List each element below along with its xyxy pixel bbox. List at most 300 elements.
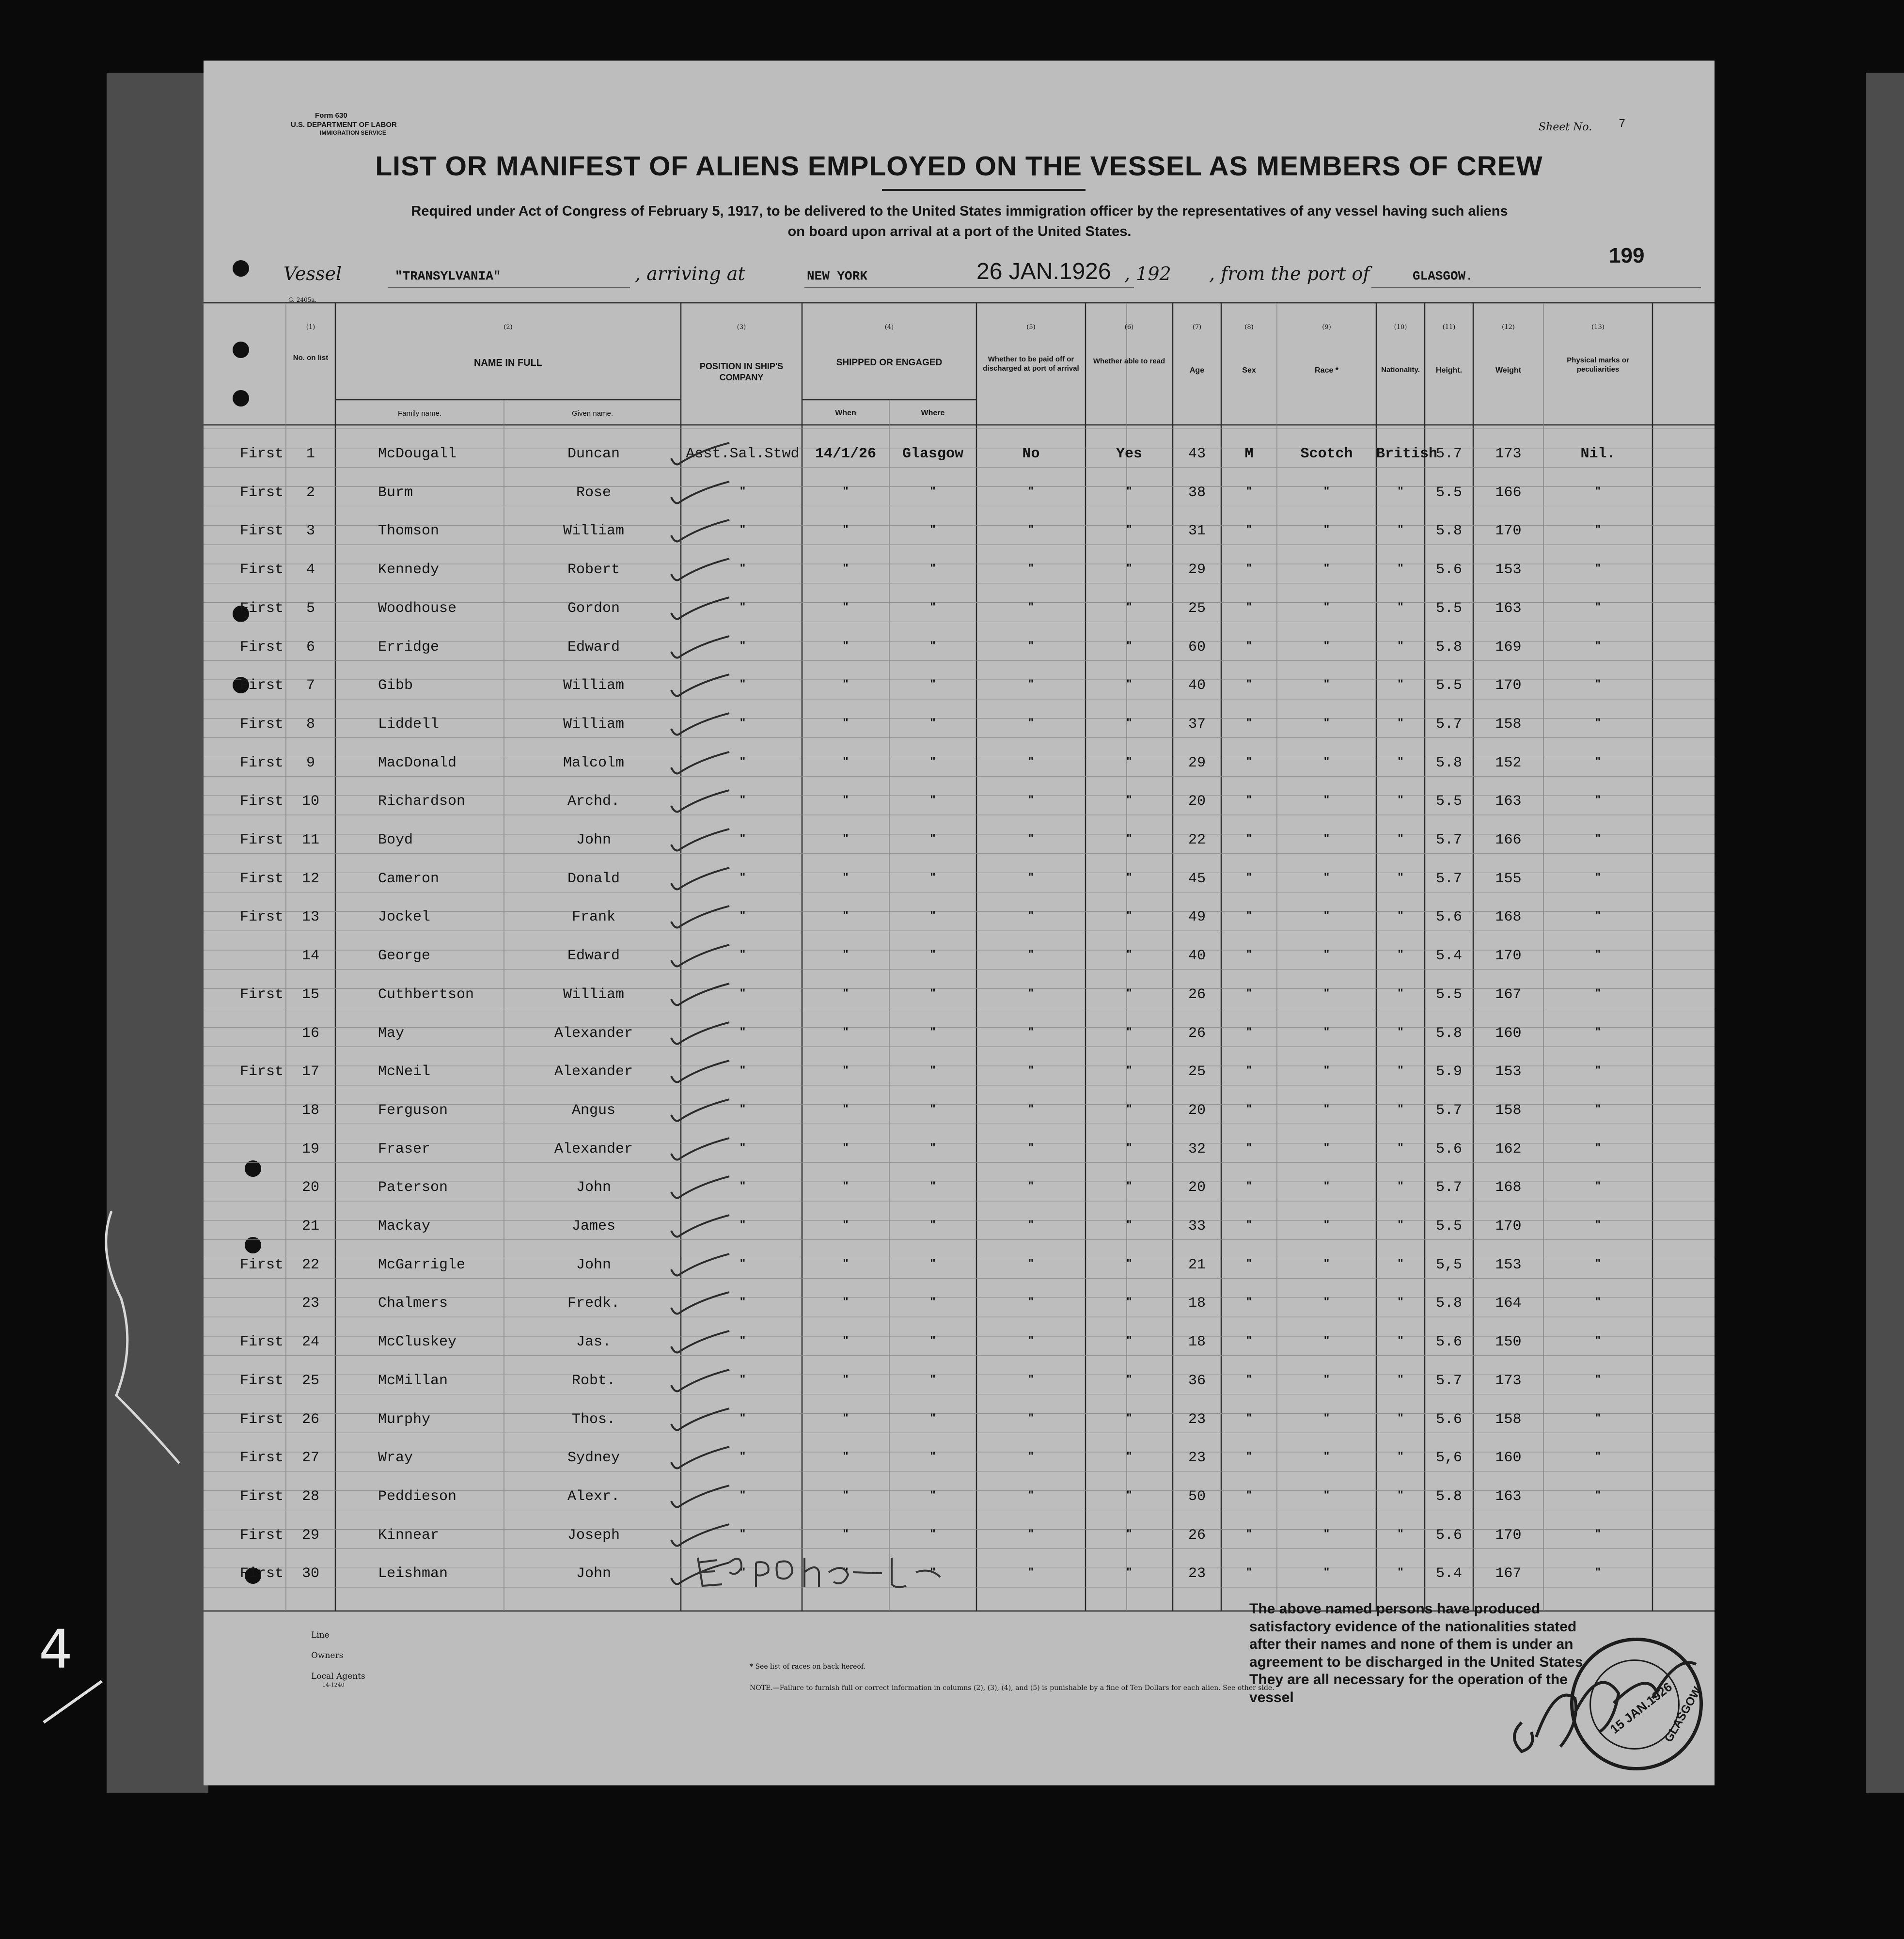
sex-ditto: "	[1246, 1063, 1252, 1077]
nationality-ditto: "	[1398, 1141, 1403, 1154]
weight: 150	[1495, 1334, 1522, 1351]
weight: 158	[1495, 1102, 1522, 1119]
family-name: Jockel	[378, 909, 431, 926]
nationality-ditto: "	[1398, 1488, 1403, 1501]
physical-marks: Nil.	[1580, 446, 1616, 462]
sex-ditto: "	[1246, 793, 1252, 807]
family-name: George	[378, 948, 431, 965]
given-name: Duncan	[567, 446, 620, 462]
row-number: 4	[306, 562, 315, 579]
weight: 170	[1495, 523, 1522, 540]
paid-off-ditto: "	[1028, 1179, 1034, 1193]
weight: 173	[1495, 1372, 1522, 1389]
position-ditto: "	[740, 793, 746, 807]
age: 20	[1188, 1179, 1206, 1196]
family-name: Liddell	[378, 716, 440, 733]
paid-off-ditto: "	[1028, 1488, 1034, 1501]
stamp-date: 15 JAN.1926	[1607, 1679, 1675, 1737]
physical-marks-ditto: "	[1595, 1295, 1601, 1309]
left-film-strip	[107, 73, 208, 1793]
height: 5.6	[1435, 1334, 1462, 1351]
age: 23	[1188, 1411, 1206, 1428]
physical-marks-ditto: "	[1595, 1063, 1601, 1077]
table-row	[204, 639, 1715, 677]
shipped-where-ditto: "	[930, 793, 936, 807]
shipped-when-ditto: "	[843, 1179, 849, 1193]
weight: 166	[1495, 484, 1522, 501]
header-able-to-read: Whether able to read	[1093, 357, 1165, 365]
shipped-when-ditto: "	[843, 523, 849, 536]
header-age: Age	[1189, 366, 1205, 375]
able-to-read-ditto: "	[1126, 523, 1132, 536]
shipped-where-ditto: "	[930, 639, 936, 652]
family-name: Ferguson	[378, 1102, 448, 1119]
race-ditto: "	[1323, 1295, 1330, 1309]
race-ditto: "	[1323, 562, 1330, 575]
col-num-3: (3)	[737, 324, 746, 331]
race-ditto: "	[1323, 1179, 1330, 1193]
age: 18	[1188, 1295, 1206, 1312]
nationality-ditto: "	[1398, 1179, 1403, 1193]
height: 5,6	[1435, 1450, 1462, 1467]
family-name: Woodhouse	[378, 600, 457, 617]
weight: 153	[1495, 1063, 1522, 1080]
header-weight: Weight	[1495, 366, 1522, 375]
given-name: Gordon	[567, 600, 620, 617]
check-mark-icon	[669, 1057, 732, 1086]
nationality-ditto: "	[1398, 1527, 1403, 1540]
fine-note: NOTE.—Failure to furnish full or correct information in columns (2), (3), (4), and (5) is punishable by a fine of Ten Dollars for each alien. See other side.	[750, 1684, 1275, 1692]
check-mark-icon	[669, 1327, 732, 1356]
family-name: May	[378, 1025, 405, 1042]
nationality-ditto: "	[1398, 1295, 1403, 1309]
margin-class: First	[239, 639, 283, 656]
physical-marks-ditto: "	[1595, 600, 1601, 613]
shipped-when-ditto: "	[843, 1025, 849, 1038]
position-ditto: "	[740, 986, 746, 1000]
margin-slash	[39, 1676, 107, 1725]
able-to-read-ditto: "	[1126, 1063, 1132, 1077]
height: 5.6	[1435, 1527, 1462, 1544]
given-name: John	[576, 1179, 611, 1196]
shipped-where-ditto: "	[930, 754, 936, 768]
physical-marks-ditto: "	[1595, 1256, 1601, 1270]
weight: 166	[1495, 832, 1522, 848]
sex-ditto: "	[1246, 986, 1252, 1000]
nationality-ditto: "	[1398, 1334, 1403, 1347]
position-ditto: "	[740, 1179, 746, 1193]
check-mark-icon	[669, 1134, 732, 1163]
able-to-read-ditto: "	[1126, 1218, 1132, 1231]
punch-hole	[233, 390, 249, 407]
age: 40	[1188, 948, 1206, 965]
age: 22	[1188, 832, 1206, 848]
paid-off-ditto: "	[1028, 754, 1034, 768]
nationality-ditto: "	[1398, 1372, 1403, 1386]
check-mark-icon	[669, 1018, 732, 1048]
header-family-name: Family name.	[397, 409, 442, 418]
row-number: 24	[301, 1334, 319, 1351]
family-name: McDougall	[378, 446, 457, 462]
height: 5.6	[1435, 909, 1462, 926]
able-to-read-ditto: "	[1126, 1179, 1132, 1193]
race-ditto: "	[1323, 1411, 1330, 1424]
family-name: Mackay	[378, 1218, 431, 1235]
paid-off-ditto: "	[1028, 793, 1034, 807]
shipped-when-ditto: "	[843, 1256, 849, 1270]
family-name: Wray	[378, 1450, 413, 1467]
row-number: 28	[301, 1488, 319, 1505]
age: 20	[1188, 793, 1206, 810]
position-ditto: "	[740, 1565, 746, 1579]
row-number: 20	[301, 1179, 319, 1196]
header-where: Where	[921, 409, 945, 417]
col-num-9: (9)	[1322, 324, 1331, 331]
race-ditto: "	[1323, 793, 1330, 807]
footer-line-label: Line	[311, 1630, 330, 1640]
able-to-read-ditto: "	[1126, 1295, 1132, 1309]
sex-ditto: "	[1246, 1141, 1252, 1154]
height: 5.6	[1435, 1411, 1462, 1428]
table-row	[204, 1373, 1715, 1410]
margin-class: First	[239, 1527, 283, 1544]
margin-class: First	[239, 523, 283, 540]
manifest-sheet	[204, 61, 1715, 1785]
paid-off-ditto: "	[1028, 1411, 1034, 1424]
height: 5.5	[1435, 600, 1462, 617]
height: 5.8	[1435, 523, 1462, 540]
sex-ditto: "	[1246, 1488, 1252, 1501]
shipped-when-ditto: "	[843, 677, 849, 691]
family-name: Murphy	[378, 1411, 431, 1428]
age: 36	[1188, 1372, 1206, 1389]
margin-class: First	[239, 446, 283, 462]
race-ditto: "	[1323, 832, 1330, 845]
sex-ditto: "	[1246, 1218, 1252, 1231]
row-number: 27	[301, 1450, 319, 1467]
paid-off-ditto: "	[1028, 1256, 1034, 1270]
sex-ditto: "	[1246, 1295, 1252, 1309]
race-ditto: "	[1323, 1372, 1330, 1386]
age: 50	[1188, 1488, 1206, 1505]
age: 25	[1188, 1063, 1206, 1080]
race-ditto: "	[1323, 1334, 1330, 1347]
nationality-ditto: "	[1398, 639, 1403, 652]
table-row	[204, 832, 1715, 870]
from-label: , from the port of	[1209, 263, 1370, 284]
position-ditto: "	[740, 832, 746, 845]
nationality-ditto: "	[1398, 909, 1403, 923]
col-num-1: (1)	[306, 324, 315, 331]
race-ditto: "	[1323, 1218, 1330, 1231]
physical-marks-ditto: "	[1595, 716, 1601, 729]
height: 5.7	[1435, 446, 1462, 462]
position-ditto: "	[740, 600, 746, 613]
family-name: McMillan	[378, 1372, 448, 1389]
given-name: William	[563, 716, 625, 733]
race-ditto: "	[1323, 677, 1330, 691]
able-to-read-ditto: "	[1126, 1527, 1132, 1540]
shipped-where-ditto: "	[930, 1179, 936, 1193]
row-number: 25	[301, 1372, 319, 1389]
height: 5.8	[1435, 639, 1462, 656]
sex-ditto: "	[1246, 484, 1252, 498]
physical-marks-ditto: "	[1595, 870, 1601, 884]
position-ditto: "	[740, 1334, 746, 1347]
shipped-when-ditto: "	[843, 1565, 849, 1579]
physical-marks-ditto: "	[1595, 562, 1601, 575]
nationality-ditto: "	[1398, 754, 1403, 768]
margin-class: First	[239, 754, 283, 771]
sex-ditto: "	[1246, 948, 1252, 961]
row-number: 23	[301, 1295, 319, 1312]
shipped-where-ditto: "	[930, 1141, 936, 1154]
race-ditto: "	[1323, 484, 1330, 498]
given-name: Alexander	[554, 1025, 633, 1042]
position-ditto: "	[740, 1295, 746, 1309]
weight: 163	[1495, 600, 1522, 617]
paid-off-ditto: "	[1028, 1334, 1034, 1347]
margin-number: 4	[39, 1618, 73, 1680]
race-ditto: "	[1323, 716, 1330, 729]
row-number: 13	[301, 909, 319, 926]
position-ditto: "	[740, 1527, 746, 1540]
row-number: 14	[301, 948, 319, 965]
height: 5.7	[1435, 832, 1462, 848]
given-name: John	[576, 1565, 611, 1582]
title-underline	[882, 189, 1086, 191]
weight: 167	[1495, 986, 1522, 1003]
weight: 164	[1495, 1295, 1522, 1312]
nationality-ditto: "	[1398, 1218, 1403, 1231]
paid-off: No	[1022, 446, 1040, 462]
check-mark-icon	[669, 902, 732, 931]
shipped-when-ditto: "	[843, 1295, 849, 1309]
able-to-read-ditto: "	[1126, 909, 1132, 923]
physical-marks-ditto: "	[1595, 1488, 1601, 1501]
paid-off-ditto: "	[1028, 1372, 1034, 1386]
family-name: Fraser	[378, 1141, 431, 1157]
sex-ditto: "	[1246, 677, 1252, 691]
department: U.S. DEPARTMENT OF LABOR	[291, 121, 397, 129]
physical-marks-ditto: "	[1595, 1527, 1601, 1540]
sex-ditto: "	[1246, 562, 1252, 575]
row-number: 8	[306, 716, 315, 733]
table-row	[204, 1025, 1715, 1063]
position-ditto: "	[740, 1063, 746, 1077]
shipped-when-ditto: "	[843, 1218, 849, 1231]
position-ditto: "	[740, 1411, 746, 1424]
shipped-where-ditto: "	[930, 1488, 936, 1501]
table-row	[204, 485, 1715, 522]
nationality-ditto: "	[1398, 793, 1403, 807]
shipped-where-ditto: "	[930, 909, 936, 923]
race-ditto: "	[1323, 523, 1330, 536]
row-number: 30	[301, 1565, 319, 1582]
shipped-where-ditto: "	[930, 1334, 936, 1347]
age: 38	[1188, 484, 1206, 501]
given-name: Alexander	[554, 1141, 633, 1157]
paid-off-ditto: "	[1028, 832, 1034, 845]
nationality: British	[1376, 446, 1438, 462]
able-to-read-ditto: "	[1126, 600, 1132, 613]
check-mark-icon	[669, 748, 732, 777]
margin-class: First	[239, 562, 283, 579]
table-row	[204, 1334, 1715, 1372]
sex-ditto: "	[1246, 909, 1252, 923]
row-number: 12	[301, 870, 319, 887]
age: 31	[1188, 523, 1206, 540]
vessel-label: Vessel	[283, 263, 342, 284]
physical-marks-ditto: "	[1595, 1372, 1601, 1386]
physical-marks-ditto: "	[1595, 1411, 1601, 1424]
check-mark-icon	[669, 478, 732, 507]
physical-marks-ditto: "	[1595, 639, 1601, 652]
age: 18	[1188, 1334, 1206, 1351]
given-name: Alexander	[554, 1063, 633, 1080]
weight: 153	[1495, 1256, 1522, 1273]
row-number: 29	[301, 1527, 319, 1544]
age: 37	[1188, 716, 1206, 733]
family-name: Cameron	[378, 870, 440, 887]
table-row	[204, 1102, 1715, 1140]
able-to-read-ditto: "	[1126, 1025, 1132, 1038]
able-to-read-ditto: "	[1126, 639, 1132, 652]
paid-off-ditto: "	[1028, 1102, 1034, 1115]
right-film-strip	[1866, 73, 1904, 1793]
paid-off-ditto: "	[1028, 909, 1034, 923]
weight: 162	[1495, 1141, 1522, 1157]
shipped-where-ditto: "	[930, 1411, 936, 1424]
table-row	[204, 948, 1715, 985]
age: 25	[1188, 600, 1206, 617]
sex-ditto: "	[1246, 1256, 1252, 1270]
nationality-ditto: "	[1398, 1565, 1403, 1579]
row-number: 6	[306, 639, 315, 656]
race-ditto: "	[1323, 1025, 1330, 1038]
family-name: Gibb	[378, 677, 413, 694]
shipped-when-ditto: "	[843, 1411, 849, 1424]
shipped-when-ditto: "	[843, 870, 849, 884]
subtitle-line-1: Required under Act of Congress of February 5, 1917, to be delivered to the United States immigration officer by the representatives of any vessel having such aliens	[411, 203, 1508, 219]
table-row	[204, 986, 1715, 1024]
col-num-4: (4)	[884, 324, 894, 331]
paid-off-ditto: "	[1028, 870, 1034, 884]
margin-class: First	[239, 1256, 283, 1273]
check-mark-icon	[669, 1173, 732, 1202]
shipped-where-ditto: "	[930, 523, 936, 536]
row-number: 22	[301, 1256, 319, 1273]
header-physical-marks: Physical marks or peculiarities	[1567, 356, 1629, 374]
sex-ditto: "	[1246, 1102, 1252, 1115]
vessel-rule	[388, 287, 630, 288]
shipped-when-ditto: "	[843, 948, 849, 961]
shipped-where-ditto: "	[930, 986, 936, 1000]
col-num-6: (6)	[1124, 324, 1134, 331]
family-name: Chalmers	[378, 1295, 448, 1312]
weight: 170	[1495, 1218, 1522, 1235]
physical-marks-ditto: "	[1595, 1141, 1601, 1154]
table-row	[204, 1411, 1715, 1449]
shipped-when: 14/1/26	[815, 446, 877, 462]
check-mark-icon	[669, 516, 732, 545]
position-ditto: "	[740, 677, 746, 691]
nationality-ditto: "	[1398, 1102, 1403, 1115]
punch-hole	[233, 342, 249, 358]
shipped-where-ditto: "	[930, 1372, 936, 1386]
table-row	[204, 677, 1715, 715]
header-paid-off: Whether to be paid off or discharged at port of arrival	[983, 355, 1079, 373]
table-row	[204, 600, 1715, 638]
sex-ditto: "	[1246, 1372, 1252, 1386]
nationality-ditto: "	[1398, 562, 1403, 575]
shipped-where-ditto: "	[930, 1565, 936, 1579]
margin-class: First	[239, 832, 283, 848]
able-to-read-ditto: "	[1126, 1256, 1132, 1270]
shipped-when-ditto: "	[843, 484, 849, 498]
paid-off-ditto: "	[1028, 677, 1034, 691]
height: 5.5	[1435, 677, 1462, 694]
position-ditto: "	[740, 1256, 746, 1270]
arrival-rule	[804, 287, 1134, 288]
given-name: Alexr.	[567, 1488, 620, 1505]
nationality-ditto: "	[1398, 716, 1403, 729]
shipped-where-ditto: "	[930, 600, 936, 613]
race-ditto: "	[1323, 909, 1330, 923]
paid-off-ditto: "	[1028, 600, 1034, 613]
nationality-ditto: "	[1398, 677, 1403, 691]
row-number: 5	[306, 600, 315, 617]
height: 5.4	[1435, 1565, 1462, 1582]
weight: 153	[1495, 562, 1522, 579]
weight: 163	[1495, 1488, 1522, 1505]
height: 5.5	[1435, 986, 1462, 1003]
paid-off-ditto: "	[1028, 1295, 1034, 1309]
check-mark-icon	[669, 1405, 732, 1434]
sex-ditto: "	[1246, 1450, 1252, 1463]
family-name: Leishman	[378, 1565, 448, 1582]
header-race: Race *	[1315, 366, 1338, 375]
weight: 155	[1495, 870, 1522, 887]
shipped-where-ditto: "	[930, 1102, 936, 1115]
physical-marks-ditto: "	[1595, 754, 1601, 768]
race-ditto: "	[1323, 870, 1330, 884]
margin-class: First	[239, 870, 283, 887]
family-name: Peddieson	[378, 1488, 457, 1505]
header-position: POSITION IN SHIP'S COMPANY	[699, 361, 784, 382]
nationality-ditto: "	[1398, 1063, 1403, 1077]
col-num-13: (13)	[1591, 324, 1605, 331]
row-number: 3	[306, 523, 315, 540]
nationality-ditto: "	[1398, 1450, 1403, 1463]
shipped-where: Glasgow	[902, 446, 964, 462]
weight: 160	[1495, 1450, 1522, 1467]
sheet-number: 7	[1619, 118, 1626, 131]
given-name: William	[563, 523, 625, 540]
stamp-city: GLASGOW	[1662, 1685, 1704, 1745]
shipped-when-ditto: "	[843, 909, 849, 923]
shipped-when-ditto: "	[843, 716, 849, 729]
given-name: James	[571, 1218, 615, 1235]
position-ditto: "	[740, 1141, 746, 1154]
nationality-ditto: "	[1398, 484, 1403, 498]
position-ditto: "	[740, 1372, 746, 1386]
family-name: Paterson	[378, 1179, 448, 1196]
port-rule	[1371, 287, 1701, 288]
position-ditto: "	[740, 1450, 746, 1463]
table-row	[204, 523, 1715, 561]
departure-port: GLASGOW.	[1413, 269, 1473, 283]
